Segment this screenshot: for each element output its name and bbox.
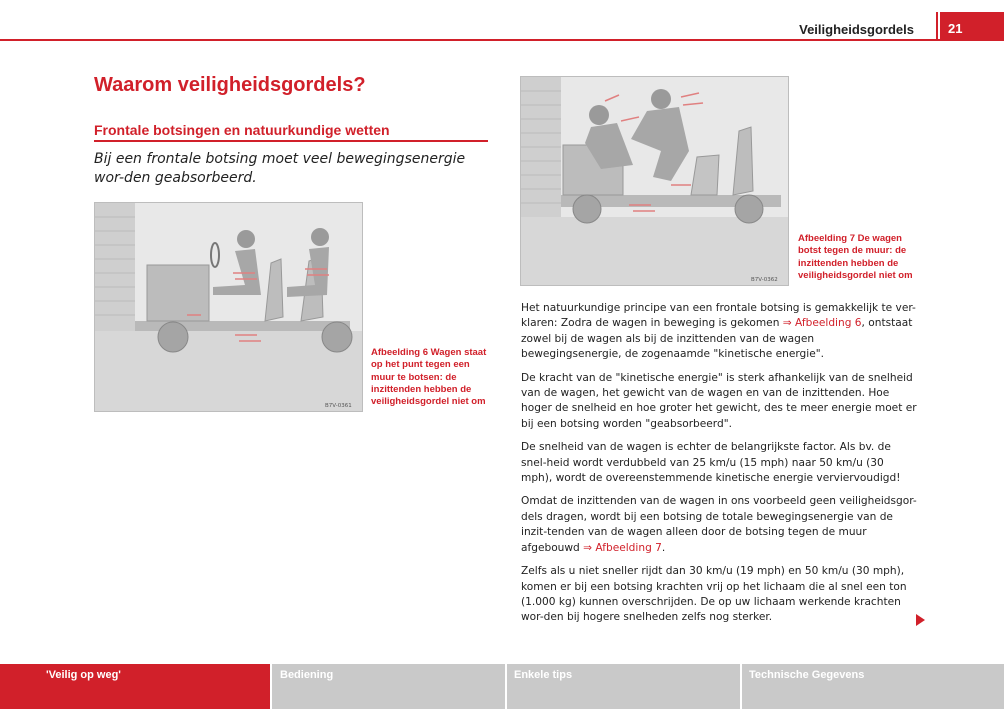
header-rule xyxy=(0,39,1004,41)
figure-6-code: B7V-0361 xyxy=(325,403,352,409)
header-separator xyxy=(936,12,938,40)
paragraph-4: Omdat de inzittenden van de wagen in ons voorbeeld geen veiligheidsgor-dels dragen, wordt bij een botsing de totale bewegingsenergie van de inzit-tenden van de wagen alleen door de botsing tegen de muur afgebouwd ⇒ Afbeelding 7. xyxy=(521,495,917,554)
body-text xyxy=(521,301,917,634)
paragraph-2: De kracht van de "kinetische energie" is sterk afhankelijk van de snelheid van de wagen, het gewicht van de wagen en van de inzittenden. Hoe hoger de snelheid en hoe groter het gewicht, des te meer energie moet er bij een botsing worden "geabsorbeerd". xyxy=(521,371,917,430)
link-afbeelding-7[interactable]: ⇒ Afbeelding 7 xyxy=(583,541,662,554)
figure-7-caption: Afbeelding 7 De wagen botst tegen de muur: de inzittenden hebben de veiligheidsgordel niet om xyxy=(798,233,913,281)
paragraph-3: De snelheid van de wagen is echter de belangrijkste factor. Als bv. de snel-heid wordt verdubbeld van 25 km/u (15 mph) naar 50 km/u (30 mph), wordt de overeenstemmende kinetische energie verviervoudigd! xyxy=(521,441,901,485)
footer-tab-technische-gegevens[interactable]: Technische Gegevens xyxy=(749,669,865,681)
figure-6-caption: Afbeelding 6 Wagen staat op het punt tegen een muur te botsen: de inzittenden hebben de veiligheidsgordel niet om xyxy=(371,347,487,408)
footer-tab-enkele-tips[interactable]: Enkele tips xyxy=(514,669,573,681)
link-afbeelding-6[interactable]: ⇒ Afbeelding 6 xyxy=(782,317,862,330)
figure-7-code: B7V-0362 xyxy=(751,277,778,283)
page-number: 21 xyxy=(940,12,1004,40)
paragraph-5: Zelfs als u niet sneller rijdt dan 30 km/u (19 mph) en 50 km/u (30 mph), komen er bij een botsing krachten vrij op het lichaam die al snel een ton (1.000 kg) kunnen overschrijden. De op uw lichaam werkende krachten wor-den bij hogere snelheden zelfs nog sterker. xyxy=(521,565,907,624)
figure-6-illustration xyxy=(94,202,363,412)
section-subtitle: Frontale botsingen en natuurkundige wetten xyxy=(94,122,488,142)
figure-7-illustration xyxy=(520,76,789,286)
running-header-title: Veiligheidsgordels xyxy=(799,22,914,37)
continue-arrow-icon[interactable] xyxy=(916,614,925,626)
footer-tab-veilig-op-weg[interactable]: 'Veilig op weg' xyxy=(0,664,270,709)
paragraph-1: Het natuurkundige principe van een frontale botsing is gemakkelijk te ver-klaren: Zodra de wagen in beweging is gekomen ⇒ Afbeelding 6, ontstaat zowel bij de wagen als bij de inzittenden van de wagen bewegingsenergie, de zogenaamde "kinetische energie". xyxy=(521,302,916,361)
page-title: Waarom veiligheidsgordels? xyxy=(94,74,366,96)
intro-text: Bij een frontale botsing moet veel bewegingsenergie wor-den geabsorbeerd. xyxy=(94,151,466,186)
footer-tab-bediening[interactable]: Bediening xyxy=(280,669,334,681)
